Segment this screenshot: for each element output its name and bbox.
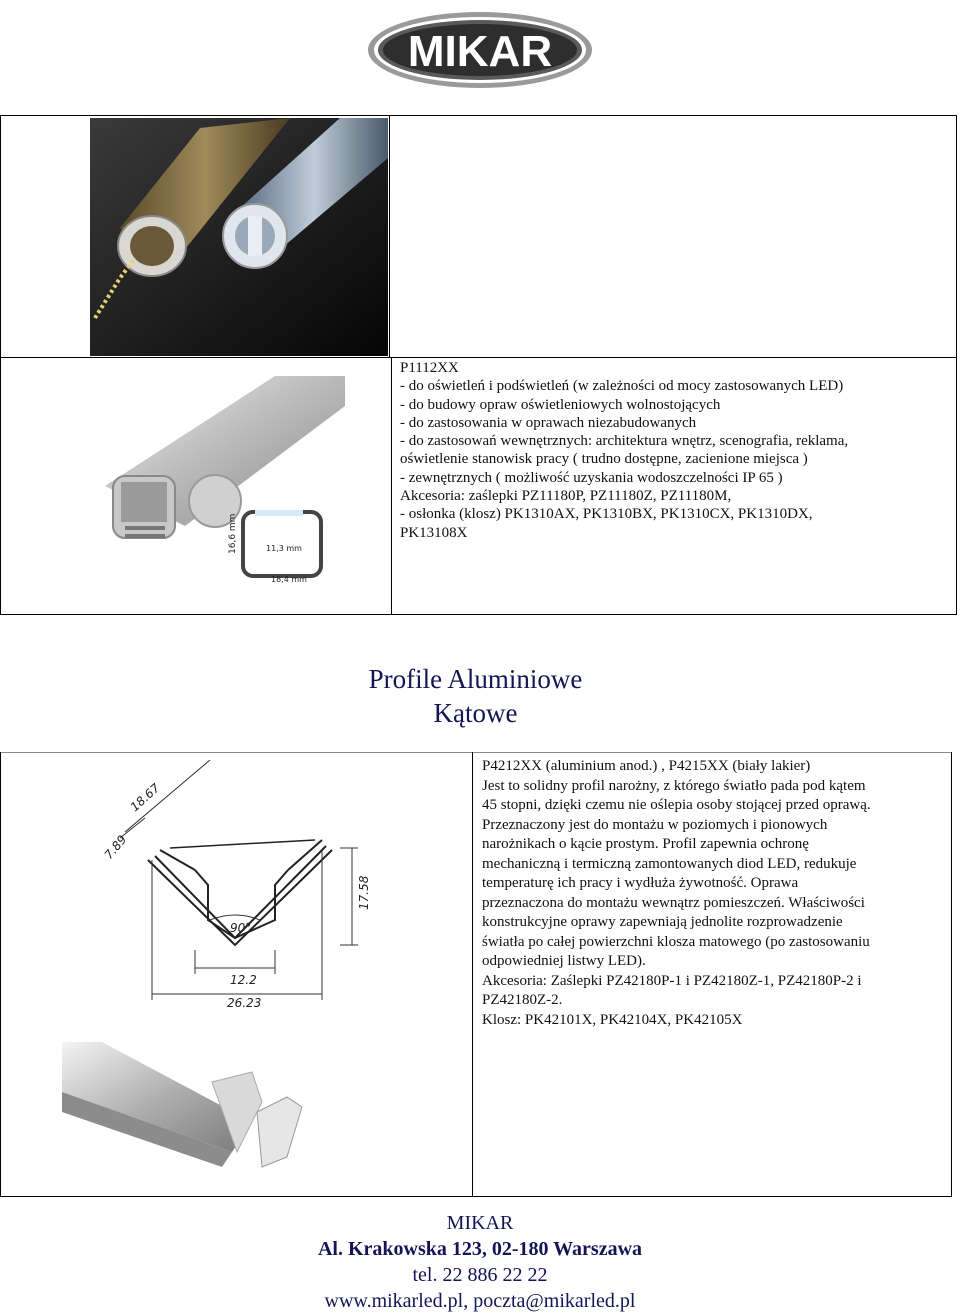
description-line: przeznaczona do montażu wewnątrz pomieszczeń. Właściwości (482, 894, 865, 911)
table-divider (1, 752, 951, 753)
footer-company: MIKAR (446, 1212, 514, 1234)
description-line: Akcesoria: zaślepki PZ11180P, PZ11180Z, PZ11180M, (400, 488, 732, 505)
corner-profile-photo (62, 1042, 390, 1180)
footer-contact: www.mikarled.pl, poczta@mikarled.pl (324, 1290, 636, 1312)
description-line: P1112XX (400, 360, 459, 376)
description-line: temperaturę ich pracy i wydłuża żywotność. Oprawa (482, 875, 799, 891)
table-divider (389, 116, 390, 357)
description-line: oświetlenie stanowisk pracy ( trudno dostępne, zacienione miejsca ) (400, 451, 808, 468)
dim-depth-label: 7.89 (101, 832, 130, 862)
dim-inner-label: 11,3 mm (266, 544, 302, 553)
description-line: PK13108X (400, 524, 468, 541)
description-line: narożnikach o kącie prostym. Profil zapewnia ochronę (482, 836, 809, 852)
description-line: odpowiedniej listwy LED). (482, 953, 646, 969)
dim-height-label: 17.58 (357, 875, 371, 910)
mikar-logo (366, 10, 594, 90)
product1-description (400, 359, 950, 542)
dim-outer-width-label: 26.23 (227, 996, 262, 1010)
footer-address: Al. Krakowska 123, 02-180 Warszawa (317, 1238, 643, 1260)
logo-text: MIKAR (407, 27, 553, 76)
table-divider (391, 357, 392, 615)
description-line: mechaniczną i termiczną zamontowanych diod LED, redukuje (482, 855, 857, 872)
dim-angle-label: 90° (230, 921, 252, 935)
description-line: - do oświetleń i podświetleń (w zależności od mocy zastosowanych LED) (400, 378, 844, 395)
dim-width-label: 18,4 mm (271, 575, 307, 584)
corner-profile-drawing (100, 760, 460, 1015)
product1-photo-tubes (90, 118, 388, 356)
section-subtitle: Kątowe (433, 698, 518, 728)
section-title: Profile Aluminiowe (368, 664, 583, 694)
description-line: - do budowy opraw oświetleniowych wolnostojących (400, 396, 721, 413)
description-line: konstrukcyjne oprawy zapewniają jednolite rozprowadzenie (482, 914, 843, 930)
description-line: Akcesoria: Zaślepki PZ42180P-1 i PZ42180Z-1, PZ42180P-2 i (482, 972, 862, 989)
dim-length-label: 18.67 (127, 780, 163, 815)
description-line: - do zastosowań wewnętrznych: architektura wnętrz, scenografia, reklama, (400, 433, 849, 450)
description-line: - do zastosowania w oprawach niezabudowanych (400, 414, 697, 431)
description-line: światła po całej powierzchni klosza matowego (po zastosowaniu (482, 933, 870, 950)
table-divider (472, 752, 473, 1196)
description-line: - osłonka (klosz) PK1310AX, PK1310BX, PK1310CX, PK1310DX, (400, 506, 813, 523)
dim-inner-width-label: 12.2 (230, 973, 257, 987)
table-divider (1, 357, 956, 358)
description-line: 45 stopni, dzięki czemu nie oślepia osoby stojącej przed oprawą. (482, 797, 871, 813)
dim-height-label: 16,6 mm (228, 513, 238, 554)
description-line: Przeznaczony jest do montażu w poziomych i pionowych (482, 816, 828, 833)
product1-photo-profile (55, 376, 345, 596)
description-line: PZ42180Z-2. (482, 992, 563, 1008)
product2-description (482, 757, 948, 1030)
description-line: Klosz: PK42101X, PK42104X, PK42105X (482, 1011, 743, 1028)
footer-phone: tel. 22 886 22 22 (412, 1264, 548, 1286)
description-line: - zewnętrznych ( możliwość uzyskania wodoszczelności IP 65 ) (400, 469, 783, 486)
description-line: P4212XX (aluminium anod.) , P4215XX (biały lakier) (482, 758, 811, 774)
description-line: Jest to solidny profil narożny, z którego światło pada pod kątem (482, 777, 866, 794)
